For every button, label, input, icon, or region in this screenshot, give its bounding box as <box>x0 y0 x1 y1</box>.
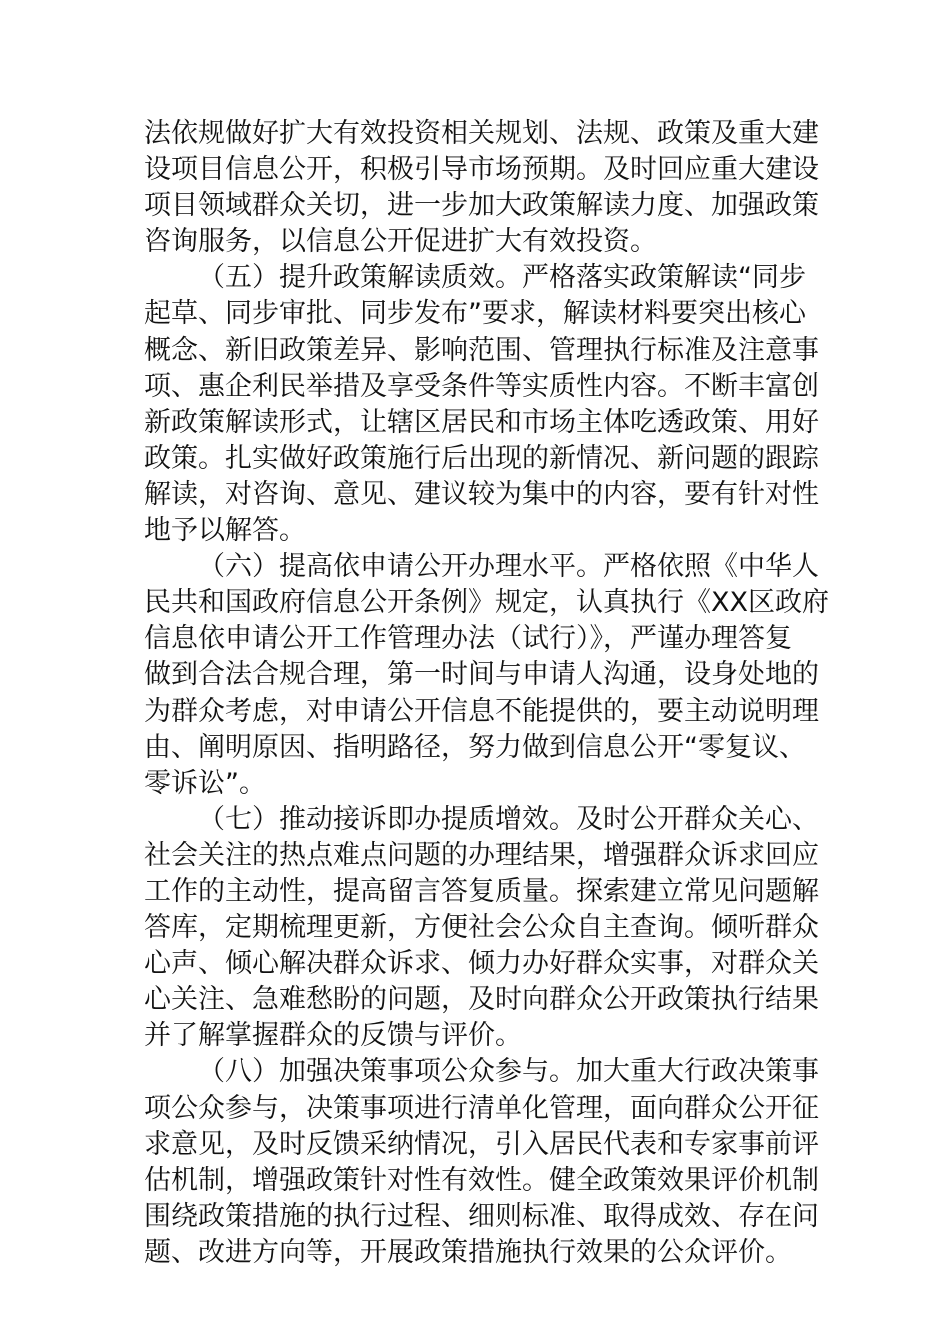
text-line: 解读，对咨询、意见、建议较为集中的内容，要有针对性 <box>144 478 819 510</box>
text-line: 题、改进方向等，开展政策措施执行效果的公众评价。 <box>144 1236 792 1268</box>
text-line: 社会关注的热点难点问题的办理结果，增强群众诉求回应 <box>144 839 819 871</box>
text-line: 求意见，及时反馈采纳情况，引入居民代表和专家事前评 <box>144 1128 819 1160</box>
text-line: 咨询服务，以信息公开促进扩大有效投资。 <box>144 226 657 258</box>
text-line: 估机制，增强政策针对性有效性。健全政策效果评价机制 <box>144 1164 819 1196</box>
text-line: 设项目信息公开，积极引导市场预期。及时回应重大建设 <box>144 154 819 186</box>
document-body <box>144 116 829 1271</box>
text-line: 心关注、急难愁盼的问题，及时向群众公开政策执行结果 <box>144 984 819 1016</box>
text-line: 民共和国政府信息公开条例》规定，认真执行《XX区政府 <box>144 587 829 619</box>
text-line: 法依规做好扩大有效投资相关规划、法规、政策及重大建 <box>144 118 819 149</box>
text-line: 起草、同步审批、同步发布”要求，解读材料要突出核心 <box>144 298 806 330</box>
text-line: 概念、新旧政策差异、影响范围、管理执行标准及注意事 <box>144 334 819 366</box>
text-line: 项目领域群众关切，进一步加大政策解读力度、加强政策 <box>144 190 819 222</box>
text-line: 并了解掌握群众的反馈与评价。 <box>144 1020 522 1052</box>
text-line: 地予以解答。 <box>144 515 306 547</box>
text-line: 信息依申请公开工作管理办法（试行）》，严谨办理答复 <box>144 623 792 655</box>
text-line: 工作的主动性，提高留言答复质量。探索建立常见问题解 <box>144 875 819 907</box>
text-line: 做到合法合规合理，第一时间与申请人沟通，设身处地的 <box>144 659 819 691</box>
section-eight-heading-line: （八）加强决策事项公众参与。加大重大行政决策事 <box>198 1056 819 1088</box>
section-six-heading-line: （六）提高依申请公开办理水平。严格依照《中华人 <box>198 551 819 583</box>
text-line: 项、惠企利民举措及享受条件等实质性内容。不断丰富创 <box>144 370 819 402</box>
text-line: 围绕政策措施的执行过程、细则标准、取得成效、存在问 <box>144 1200 819 1232</box>
text-line: 零诉讼”。 <box>144 767 266 799</box>
text-line: 政策。扎实做好政策施行后出现的新情况、新问题的跟踪 <box>144 442 819 474</box>
text-line: 为群众考虑，对申请公开信息不能提供的，要主动说明理 <box>144 695 819 727</box>
text-line: 答库，定期梳理更新，方便社会公众自主查询。倾听群众 <box>144 912 819 944</box>
section-five-heading-line: （五）提升政策解读质效。严格落实政策解读“同步 <box>198 262 806 294</box>
text-line: 心声、倾心解决群众诉求、倾力办好群众实事，对群众关 <box>144 948 819 980</box>
text-line: 新政策解读形式，让辖区居民和市场主体吃透政策、用好 <box>144 406 819 438</box>
text-line: 由、阐明原因、指明路径，努力做到信息公开“零复议、 <box>144 731 806 763</box>
text-line: 项公众参与，决策事项进行清单化管理，面向群众公开征 <box>144 1092 819 1124</box>
section-seven-heading-line: （七）推动接诉即办提质增效。及时公开群众关心、 <box>198 803 819 835</box>
